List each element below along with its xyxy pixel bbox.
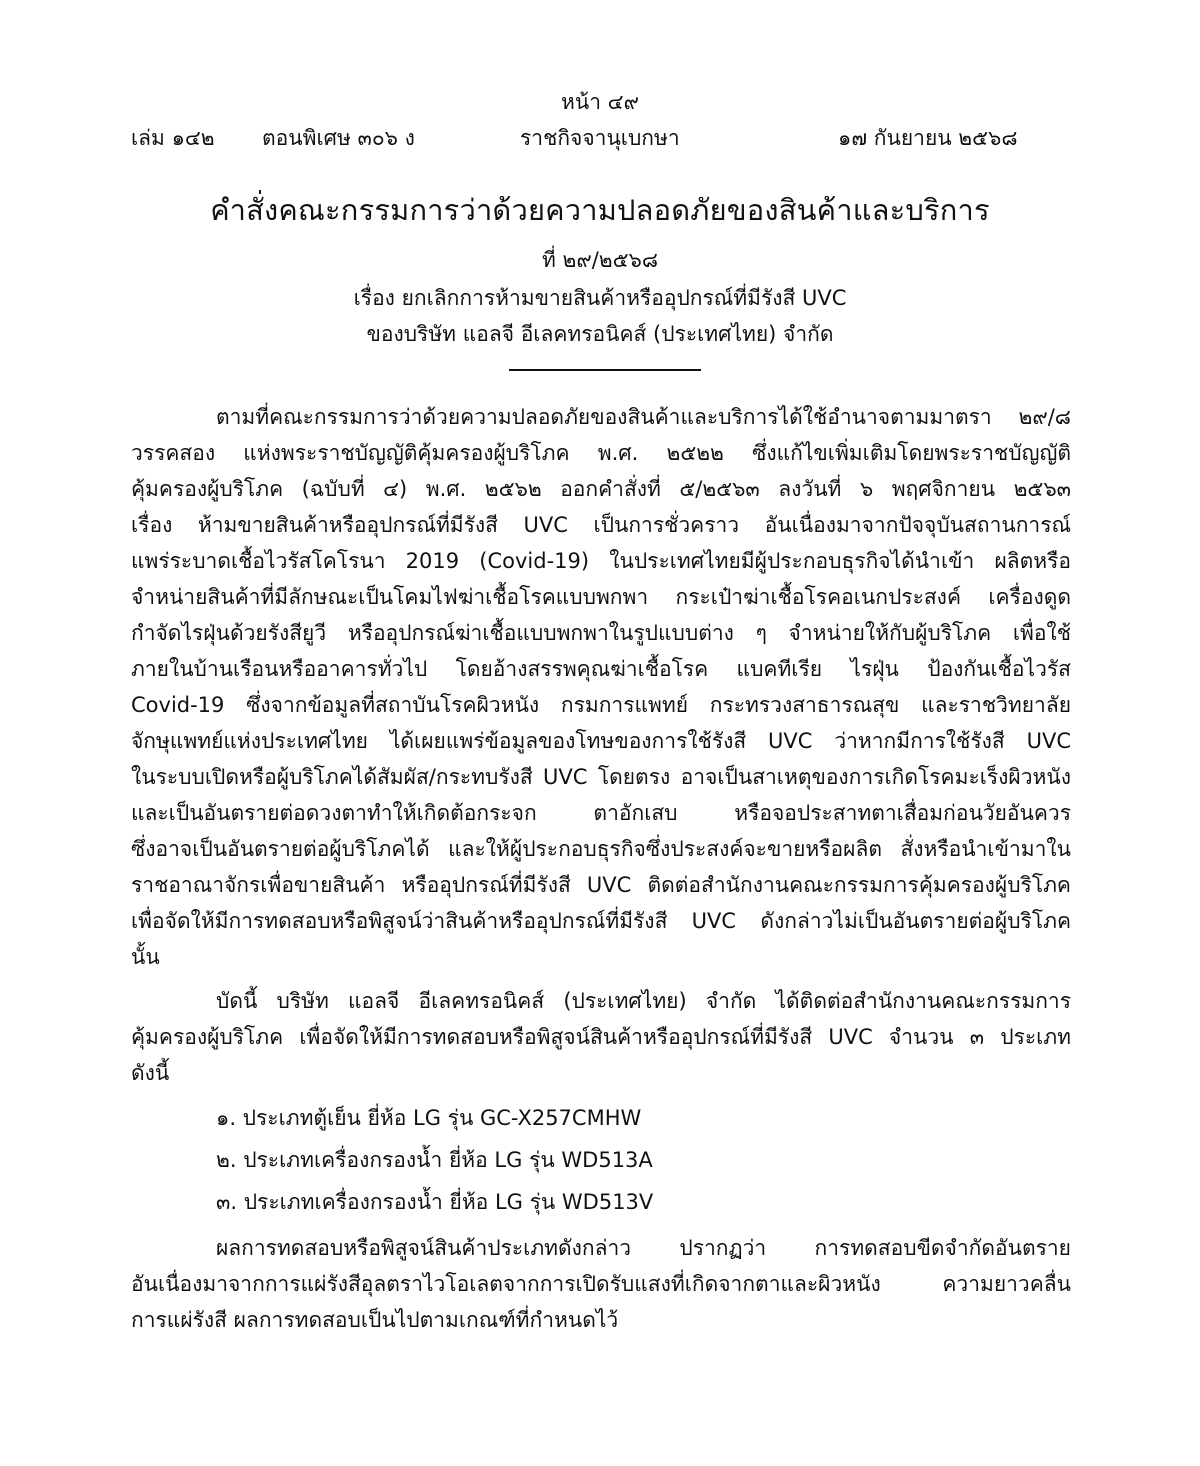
para2-line: บัดนี้ บริษัท แอลจี อีเลคทรอนิคส์ (ประเทศไทย) จำกัด ได้ติดต่อสำนักงานคณะกรรมการ: [216, 989, 1071, 1013]
para1-line: ซึ่งอาจเป็นอันตรายต่อผู้บริโภคได้ และให้ผู้ประกอบธุรกิจซึ่งประสงค์จะขายหรือผลิต สั่งหรือนำเข้ามาใน: [131, 837, 1071, 861]
para1-line: เพื่อจัดให้มีการทดสอบหรือพิสูจน์ว่าสินค้าหรืออุปกรณ์ที่มีรังสี UVC ดังกล่าวไม่เป็นอันตรายต่อผู้บริโภค: [131, 909, 1071, 933]
para1-line: และเป็นอันตรายต่อดวงตาทำให้เกิดต้อกระจก ตาอักเสบ หรือจอประสาทตาเสื่อมก่อนวัยอันควร: [131, 801, 1071, 825]
title-divider: [509, 369, 701, 371]
para2-line: คุ้มครองผู้บริโภค เพื่อจัดให้มีการทดสอบหรือพิสูจน์สินค้าหรืออุปกรณ์ที่มีรังสี UVC จำนวน ๓ ประเภท: [131, 1025, 1071, 1049]
para1-line: ตามที่คณะกรรมการว่าด้วยความปลอดภัยของสินค้าและบริการได้ใช้อำนาจตามมาตรา ๒๙/๘: [216, 405, 1071, 429]
publication-date: ๑๗ กันยายน ๒๕๖๘: [838, 126, 1018, 150]
para1-line: เรื่อง ห้ามขายสินค้าหรืออุปกรณ์ที่มีรังสี UVC เป็นการชั่วคราว อันเนื่องมาจากปัจจุบันสถานการณ์: [131, 513, 1071, 537]
para1-line: Covid-19 ซึ่งจากข้อมูลที่สถาบันโรคผิวหนัง กรมการแพทย์ กระทรวงสาธารณสุข และราชวิทยาลัย: [131, 693, 1071, 717]
para3-line: อันเนื่องมาจากการแผ่รังสีอุลตราไวโอเลตจากการเปิดรับแสงที่เกิดจากตาและผิวหนัง ความยาวคลื่น: [131, 1272, 1071, 1296]
order-subject: เรื่อง ยกเลิกการห้ามขายสินค้าหรืออุปกรณ์ที่มีรังสี UVC: [353, 286, 847, 310]
list-item: ๒. ประเภทเครื่องกรองน้ำ ยี่ห้อ LG รุ่น WD513A: [216, 1148, 653, 1172]
para1-line: คุ้มครองผู้บริโภค (ฉบับที่ ๔) พ.ศ. ๒๕๖๒ ออกคำสั่งที่ ๕/๒๕๖๓ ลงวันที่ ๖ พฤศจิกายน ๒๕๖๓: [131, 477, 1071, 501]
para3-line: ผลการทดสอบหรือพิสูจน์สินค้าประเภทดังกล่าว ปรากฏว่า การทดสอบขีดจำกัดอันตราย: [216, 1236, 1071, 1260]
gazette-name: ราชกิจจานุเบกษา: [520, 126, 680, 150]
para1-line: แพร่ระบาดเชื้อไวรัสโคโรนา 2019 (Covid-19) ในประเทศไทยมีผู้ประกอบธุรกิจได้นำเข้า ผลิตหรือ: [131, 549, 1071, 573]
page-number: หน้า ๔๙: [561, 90, 639, 114]
para1-line: วรรคสอง แห่งพระราชบัญญัติคุ้มครองผู้บริโภค พ.ศ. ๒๕๒๒ ซึ่งแก้ไขเพิ่มเติมโดยพระราชบัญญัติ: [131, 441, 1071, 465]
para1-line: ราชอาณาจักรเพื่อขายสินค้า หรืออุปกรณ์ที่มีรังสี UVC ติดต่อสำนักงานคณะกรรมการคุ้มครองผู้บริโภค: [131, 873, 1071, 897]
para1-line: ภายในบ้านเรือนหรืออาคารทั่วไป โดยอ้างสรรพคุณฆ่าเชื้อโรค แบคทีเรีย ไรฝุ่น ป้องกันเชื้อไวรัส: [131, 657, 1071, 681]
volume-number: เล่ม ๑๔๒: [131, 126, 215, 150]
para1-line: จำหน่ายสินค้าที่มีลักษณะเป็นโคมไฟฆ่าเชื้อโรคแบบพกพา กระเป๋าฆ่าเชื้อโรคอเนกประสงค์ เครื่องดูด: [131, 585, 1071, 609]
para1-line: กำจัดไรฝุ่นด้วยรังสียูวี หรืออุปกรณ์ฆ่าเชื้อแบบพกพาในรูปแบบต่าง ๆ จำหน่ายให้กับผู้บริโภค เพื่อใช้: [131, 621, 1071, 645]
list-item: ๓. ประเภทเครื่องกรองน้ำ ยี่ห้อ LG รุ่น WD513V: [216, 1190, 654, 1214]
para2-line: ดังนี้: [131, 1061, 170, 1085]
order-subject-company: ของบริษัท แอลจี อีเลคทรอนิคส์ (ประเทศไทย) จำกัด: [366, 322, 834, 346]
order-title: คำสั่งคณะกรรมการว่าด้วยความปลอดภัยของสินค้าและบริการ: [210, 193, 990, 227]
section-number: ตอนพิเศษ ๓๐๖ ง: [262, 126, 415, 150]
para3-line: การแผ่รังสี ผลการทดสอบเป็นไปตามเกณฑ์ที่กำหนดไว้: [131, 1308, 619, 1332]
para1-line: ในระบบเปิดหรือผู้บริโภคได้สัมผัส/กระทบรังสี UVC โดยตรง อาจเป็นสาเหตุของการเกิดโรคมะเร็งผิวหนัง: [131, 765, 1071, 789]
para1-line: จักษุแพทย์แห่งประเทศไทย ได้เผยแพร่ข้อมูลของโทษของการใช้รังสี UVC ว่าหากมีการใช้รังสี UVC: [131, 729, 1071, 753]
list-item: ๑. ประเภทตู้เย็น ยี่ห้อ LG รุ่น GC-X257CMHW: [216, 1106, 642, 1130]
para1-line: นั้น: [131, 945, 160, 969]
order-number: ที่ ๒๙/๒๕๖๘: [541, 248, 659, 272]
